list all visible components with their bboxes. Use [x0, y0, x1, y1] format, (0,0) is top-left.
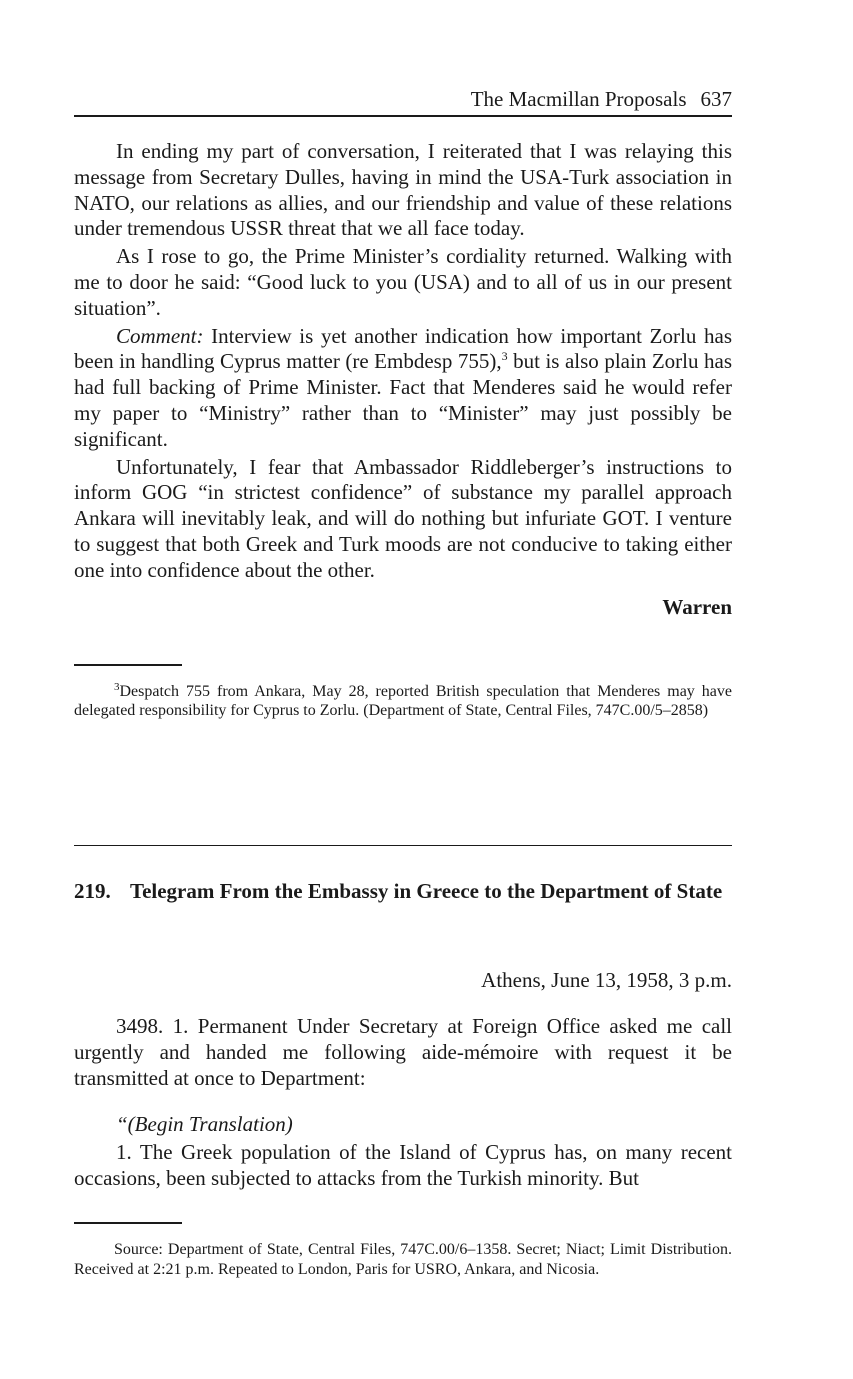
footnote-text: Despatch 755 from Ankara, May 28, reported British speculation that Menderes may have delegated responsibility for Cyprus to Zorlu. (Department of State, Central Files, 747C.00/5–2858)	[74, 683, 732, 719]
paragraph-comment	[74, 324, 732, 453]
header-rule	[74, 115, 732, 117]
telegram-continuation	[74, 139, 732, 584]
paragraph-prime-minister-farewell: As I rose to go, the Prime Minister’s cordiality returned. Walking with me to door he said: “Good luck to you (USA) and to all of us in our present situation”.	[74, 244, 732, 320]
footnote-rule	[74, 664, 182, 666]
running-head	[74, 86, 732, 112]
source-note-rule	[74, 1222, 182, 1224]
document-number: 219.	[74, 879, 111, 903]
footnote-marker: 3	[114, 681, 120, 693]
document-title: Telegram From the Embassy in Greece to the Department of State	[130, 879, 723, 903]
comment-text-part-2: but is also plain Zorlu has had full backing of Prime Minister. Fact that Menderes said he would refer my paper to “Ministry” rather than to “Minister” may just possibly be significant.	[74, 349, 732, 451]
paragraph-opening: 3498. 1. Permanent Under Secretary at Foreign Office asked me call urgently and handed me following aide-mémoire with request it be transmitted at once to Department:	[74, 1014, 732, 1090]
comment-label: Comment:	[116, 323, 204, 348]
paragraph-riddleberger-instructions: Unfortunately, I fear that Ambassador Riddleberger’s instructions to inform GOG “in strictest confidence” of substance my parallel approach Ankara will inevitably leak, and will do nothing but infuriate GOT. I venture to suggest that both Greek and Turk moods are not conducive to taking either one into confidence about the other.	[74, 454, 732, 582]
begin-translation-marker: “(Begin Translation)	[116, 1112, 293, 1136]
comment-text-part-1: Interview is yet another indication how important Zorlu has been in handling Cyprus matter (re Embdesp 755),	[74, 323, 732, 374]
dateline: Athens, June 13, 1958, 3 p.m.	[481, 968, 732, 992]
running-head-title: The Macmillan Proposals	[470, 87, 687, 111]
page-number: 637	[700, 87, 732, 111]
paragraph-item-1: 1. The Greek population of the Island of Cyprus has, on many recent occasions, been subjected to attacks from the Turkish minority. But	[74, 1140, 732, 1190]
footnote-3	[74, 682, 732, 720]
signature: Warren	[662, 595, 732, 619]
paragraph-closing-conversation: In ending my part of conversation, I reiterated that I was relaying this message from Secretary Dulles, having in mind the USA-Turk association in NATO, our relations as allies, and our friendship and value of these relations under tremendous USSR threat that we all face today.	[74, 139, 732, 241]
document-separator-rule	[74, 845, 732, 846]
footnote-reference-3[interactable]: 3	[501, 349, 508, 364]
telegram-body	[74, 1013, 732, 1191]
source-note: Source: Department of State, Central Files, 747C.00/6–1358. Secret; Niact; Limit Distribution. Received at 2:21 p.m. Repeated to London, Paris for USRO, Ankara, and Nicosia.	[74, 1241, 732, 1278]
